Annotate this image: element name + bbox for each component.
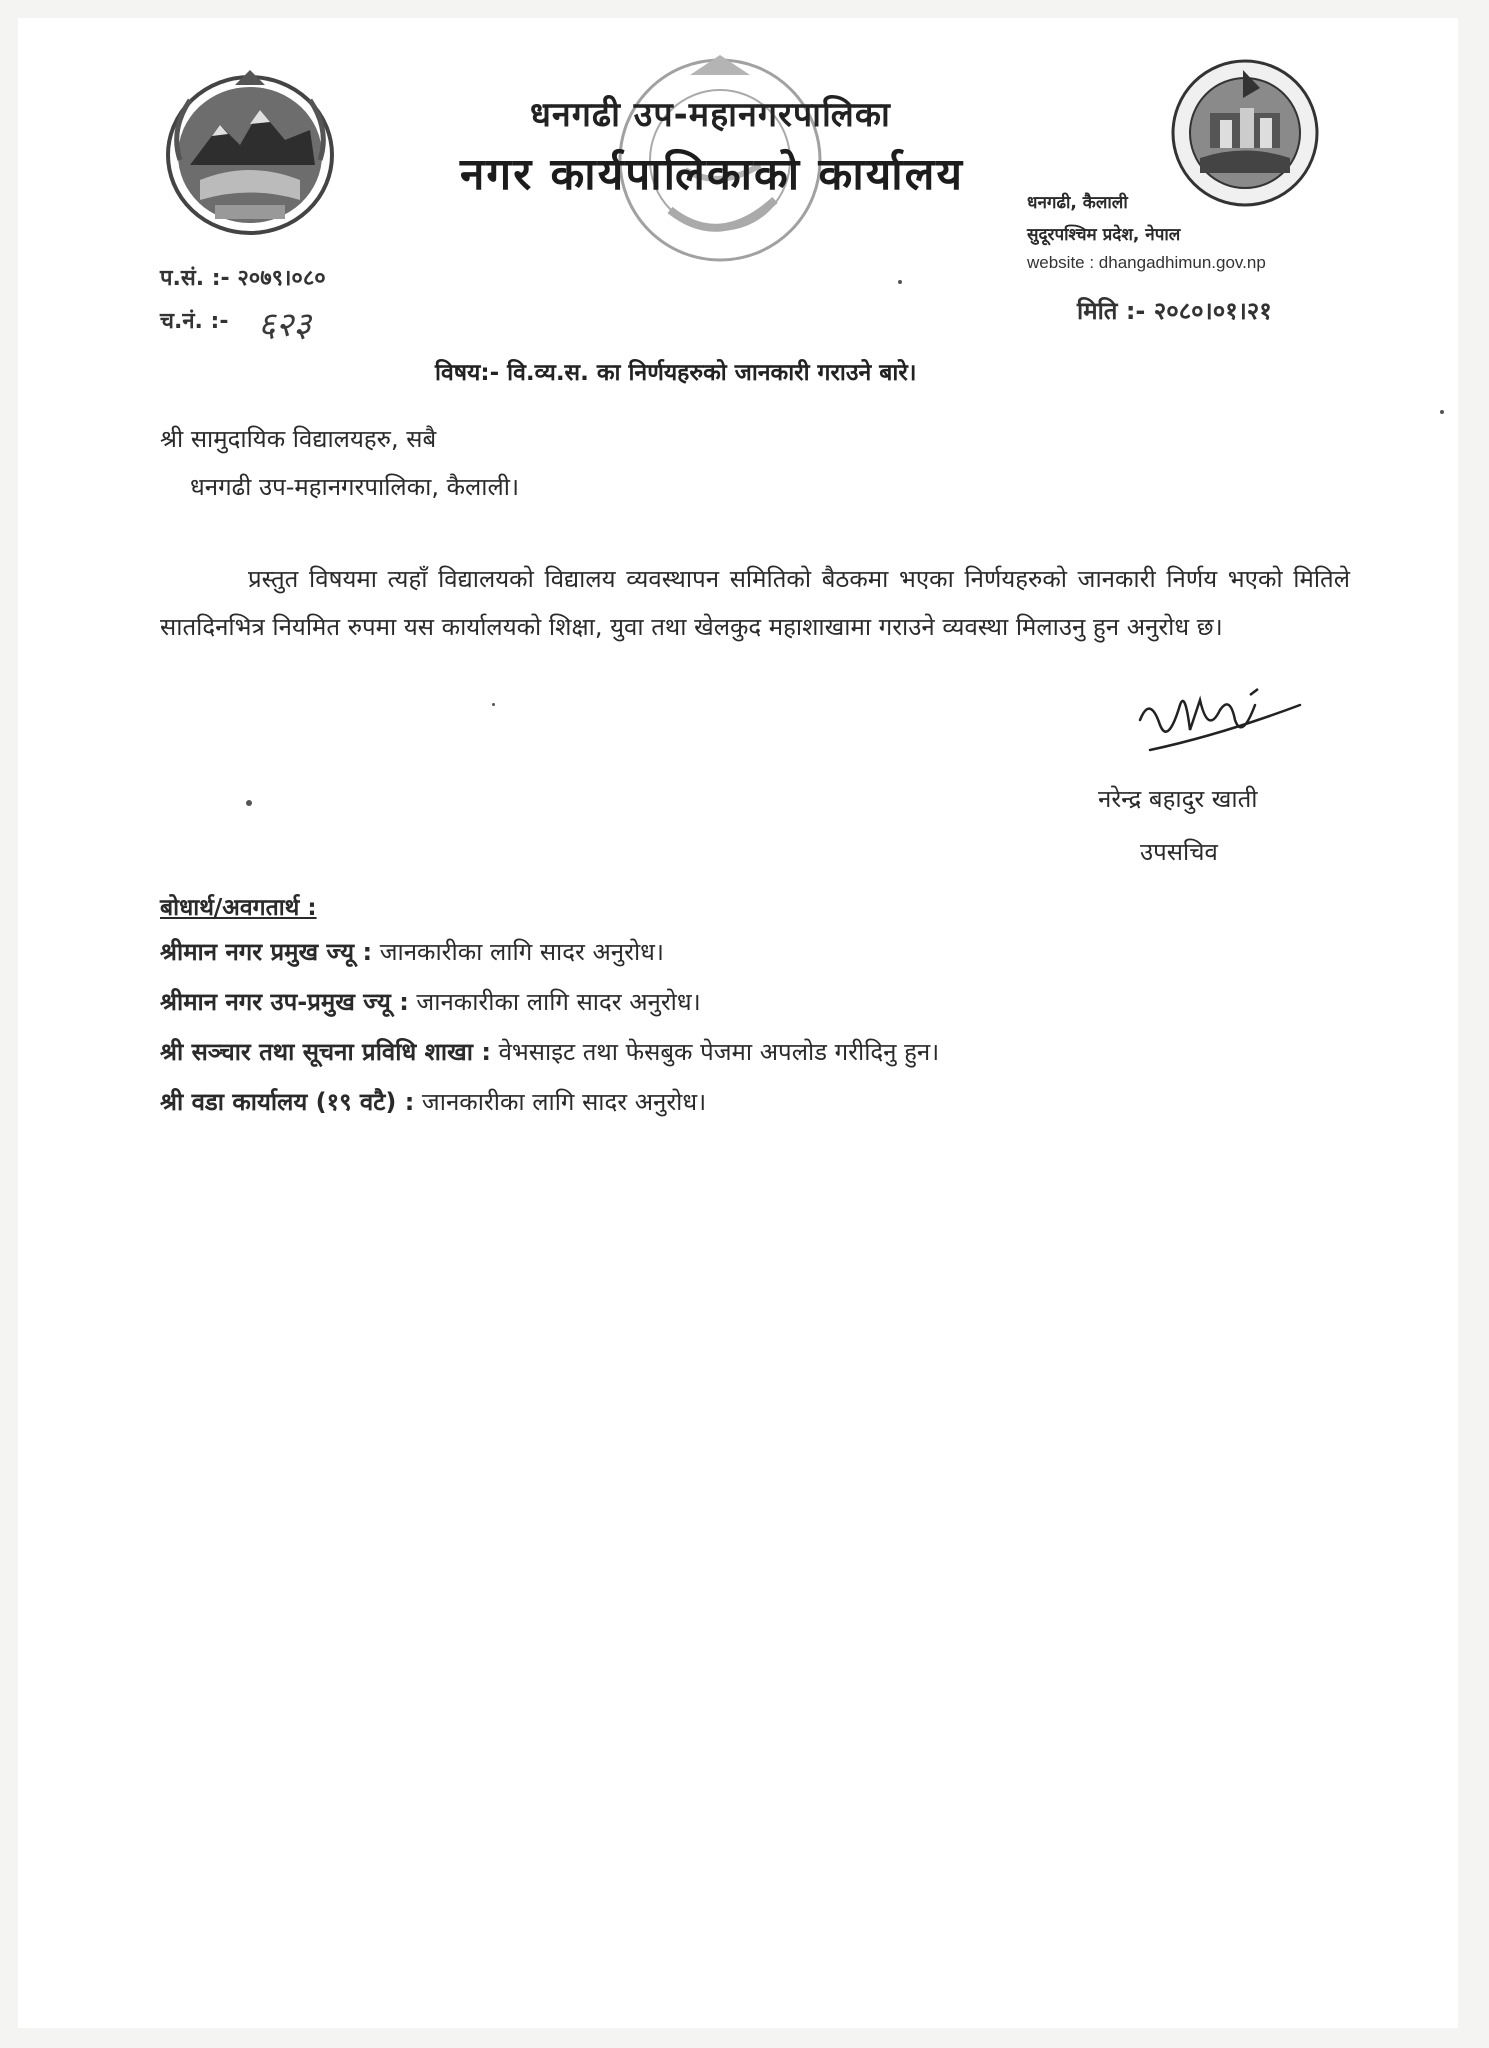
dispatch-number-label: च.नं. :- [160, 309, 229, 334]
scan-speck [492, 703, 495, 706]
letter-body: प्रस्तुत विषयमा त्यहाँ विद्यालयको विद्यालय व्यवस्थापन समितिको बैठकमा भएका निर्णयहरुको जानकारी निर्णय भएको मितिले सातदिनभित्र नियमित रुपमा यस कार्यालयको शिक्षा, युवा तथा खेलकुद महाशाखामा गराउने व्यवस्था मिलाउनु हुन अनुरोध छ। [160, 565, 1350, 641]
cc-item [160, 1035, 939, 1068]
office-name-line2: नगर कार्यपालिकाको कार्यालय [460, 149, 964, 200]
cc-recipient: श्रीमान नगर उप-प्रमुख ज्यू : [160, 988, 409, 1016]
municipality-seal-icon [1170, 58, 1320, 208]
recipient-line2: धनगढी उप-महानगरपालिका, कैलाली। [190, 473, 520, 501]
cc-recipient: श्री सञ्चार तथा सूचना प्रविधि शाखा : [160, 1038, 491, 1066]
scan-speck [1440, 410, 1444, 414]
address-line2: सुदूरपश्चिम प्रदेश, नेपाल [1027, 225, 1181, 245]
cc-text: वेभसाइट तथा फेसबुक पेजमा अपलोड गरीदिनु हुन। [490, 1038, 940, 1066]
cc-item [160, 985, 701, 1018]
cc-item [160, 935, 664, 968]
cc-heading: बोधार्थ/अवगतार्थ : [160, 895, 317, 921]
signature-icon [1130, 685, 1305, 765]
scan-speck [246, 800, 252, 806]
cc-text: जानकारीका लागि सादर अनुरोध। [414, 1088, 707, 1116]
office-name-line1: धनगढी उप-महानगरपालिका [530, 95, 891, 135]
scan-speck [898, 280, 902, 284]
recipient-line1: श्री सामुदायिक विद्यालयहरु, सबै [160, 425, 437, 453]
nepal-emblem-icon [160, 70, 340, 240]
signatory-title: उपसचिव [1140, 838, 1218, 866]
reference-number: प.सं. :- २०७९।०८० [160, 266, 326, 291]
cc-text: जानकारीका लागि सादर अनुरोध। [372, 938, 665, 966]
letter-date: मिति :- २०८०।०१।२१ [1077, 297, 1272, 325]
signatory-name: नरेन्द्र बहादुर खाती [1098, 785, 1258, 813]
address-line1: धनगढी, कैलाली [1027, 193, 1128, 213]
dispatch-number-handwritten: ६२३ [258, 305, 312, 345]
cc-text: जानकारीका लागि सादर अनुरोध। [408, 988, 701, 1016]
website-text: website : dhangadhimun.gov.np [1027, 253, 1266, 272]
cc-item [160, 1085, 706, 1118]
cc-recipient: श्री वडा कार्यालय (१९ वटै) : [160, 1088, 415, 1116]
cc-recipient: श्रीमान नगर प्रमुख ज्यू : [160, 938, 373, 966]
letter-subject: विषय:- वि.व्य.स. का निर्णयहरुको जानकारी गराउने बारे। [435, 360, 917, 386]
